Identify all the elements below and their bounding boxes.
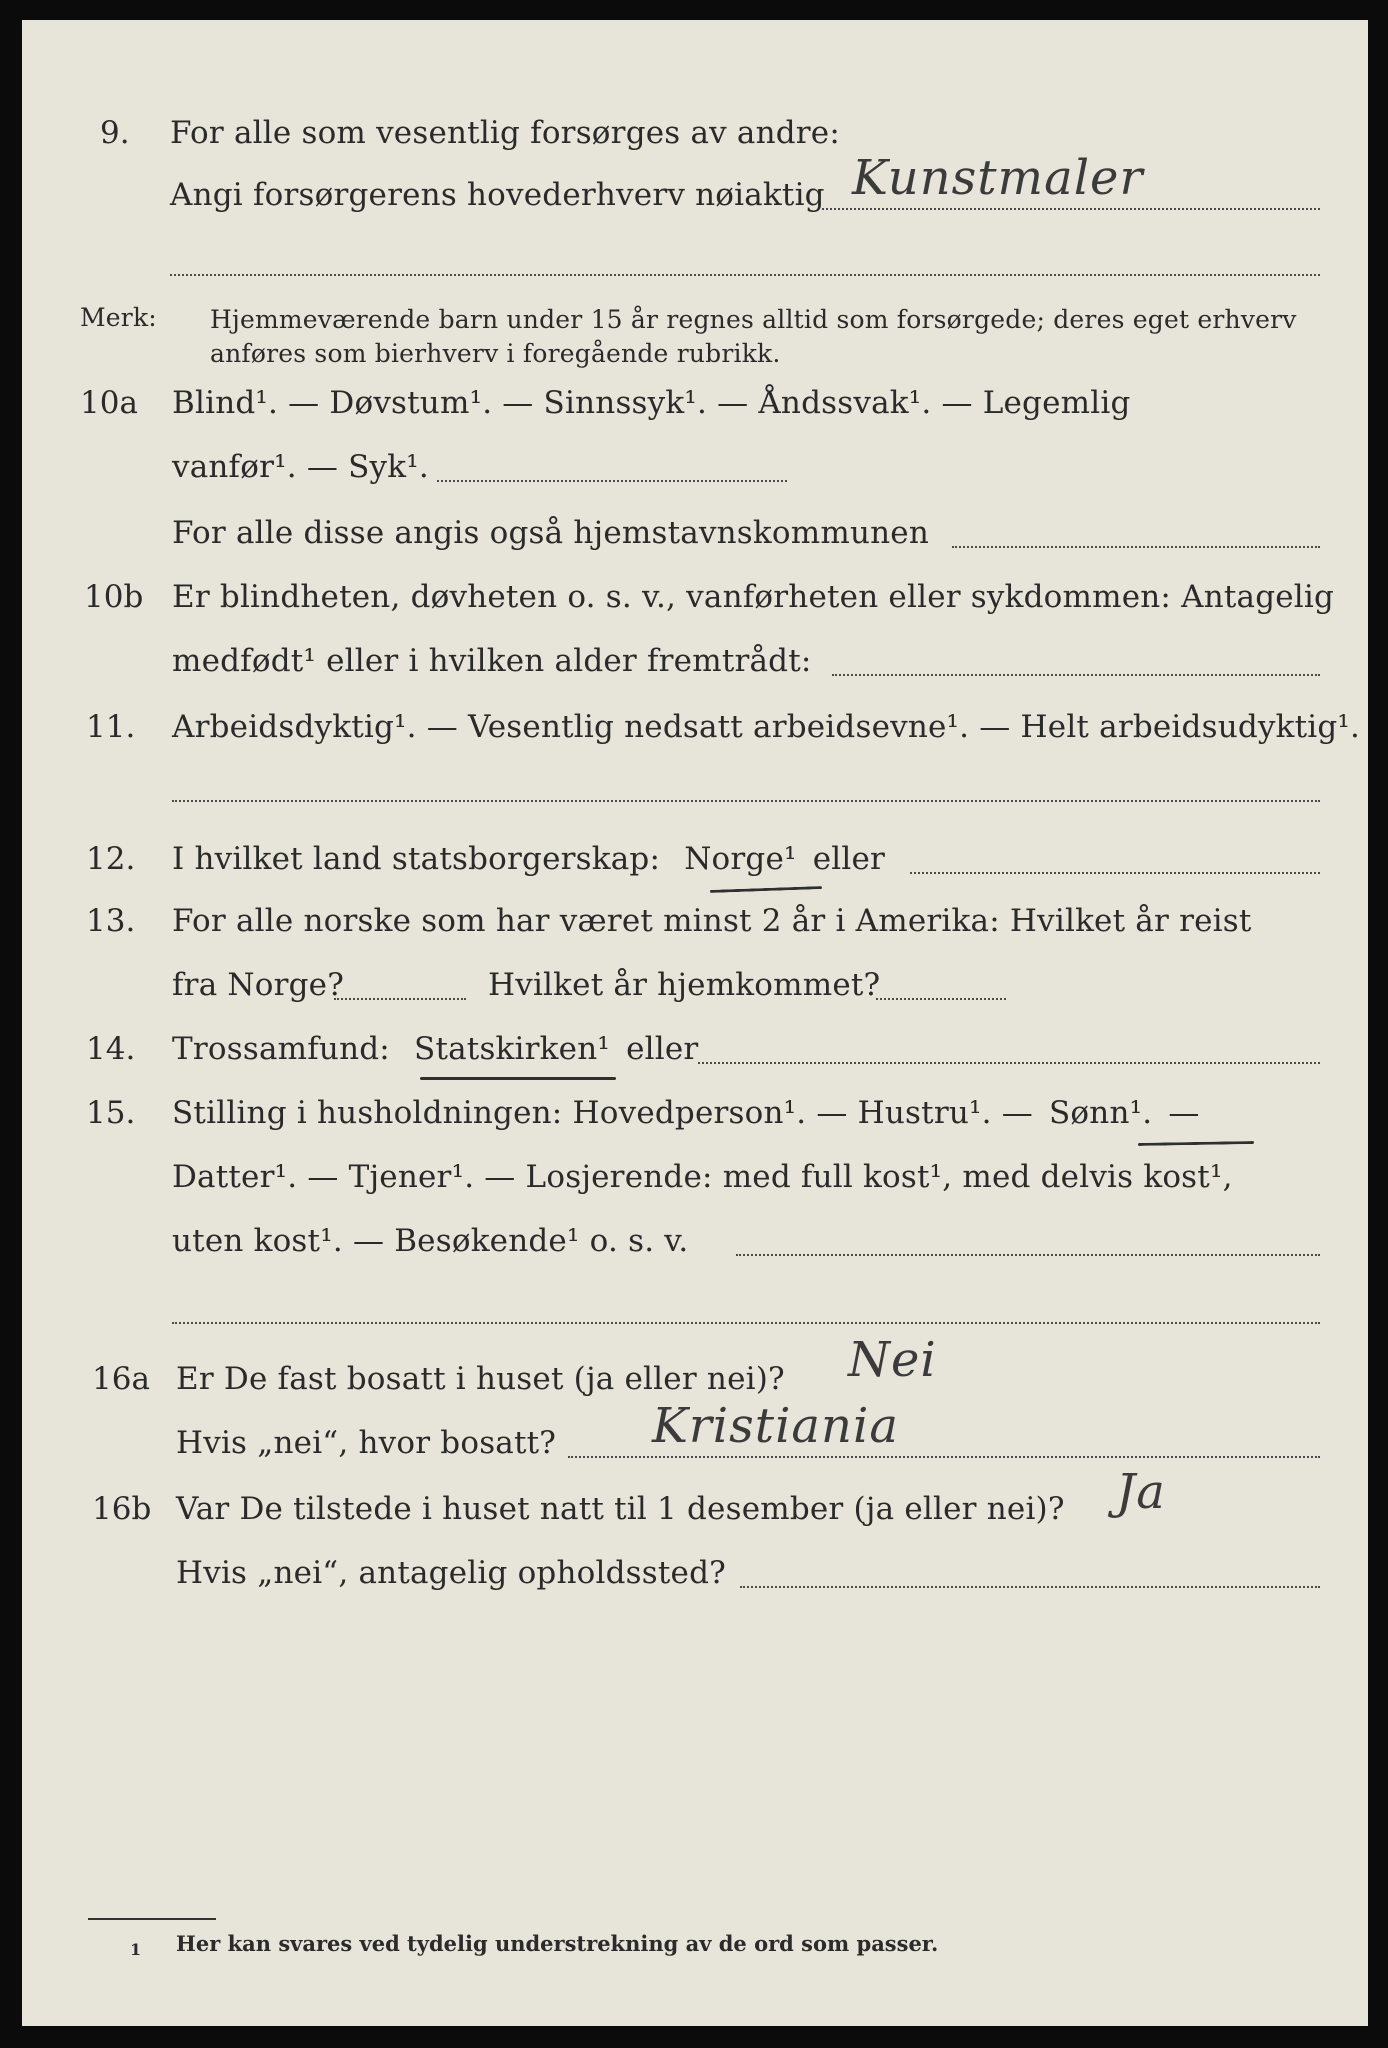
q10a-number: 10a	[80, 385, 138, 421]
merk-line1: Hjemmeværende barn under 15 år regnes alltid som forsørgede; deres eget erhverv	[210, 305, 1297, 334]
q10b-number: 10b	[84, 579, 144, 615]
q16a-line1: Er De fast bosatt i huset (ja eller nei)?	[176, 1361, 785, 1397]
q14-line1	[172, 1030, 698, 1068]
q11-number: 11.	[86, 709, 136, 745]
q12-option-norge: Norge¹	[684, 841, 797, 877]
q10b-line2: medfødt¹ eller i hvilken alder fremtrådt:	[172, 643, 812, 679]
q16b-number: 16b	[92, 1491, 152, 1527]
q9-extra-line	[170, 274, 1320, 276]
merk-label: Merk:	[80, 303, 157, 332]
q9-answer-line	[822, 208, 1320, 210]
q16b-line2: Hvis „nei“, antagelig opholdssted?	[176, 1555, 726, 1591]
q13-line1: For alle norske som har været minst 2 år i Amerika: Hvilket år reist	[172, 903, 1252, 939]
q15-extra-line	[172, 1322, 1320, 1324]
q10a-line1: Blind¹. — Døvstum¹. — Sinnssyk¹. — Åndssvak¹. — Legemlig	[172, 385, 1131, 421]
q12-question: I hvilket land statsborgerskap:	[172, 841, 661, 877]
q10a-line2: vanfør¹. — Syk¹.	[172, 449, 429, 485]
q10b-line1: Er blindheten, døvheten o. s. v., vanførheten eller sykdommen: Antagelig	[172, 579, 1335, 615]
q13-hjemkommet-line	[876, 998, 1006, 1000]
q14-option-statskirken: Statskirken¹	[414, 1031, 610, 1067]
q14-eller: eller	[626, 1031, 699, 1067]
q13-line2a: fra Norge?	[172, 967, 345, 1003]
q12-line1	[172, 840, 885, 878]
q13-number: 13.	[86, 903, 136, 939]
q9-handwritten-answer: Kunstmaler	[852, 150, 1144, 206]
q15-sonn-underline	[1138, 1141, 1254, 1146]
q12-answer-line	[910, 872, 1320, 874]
q16a-bosatt-line	[568, 1456, 1320, 1458]
footnote-text: Her kan svares ved tydelig understrekning av de ord som passer.	[176, 1931, 939, 1956]
q16a-line2: Hvis „nei“, hvor bosatt?	[176, 1425, 557, 1461]
q16a-number: 16a	[92, 1361, 150, 1397]
merk-line2: anføres som bierhverv i foregående rubrikk.	[210, 339, 781, 368]
q16b-line1: Var De tilstede i huset natt til 1 desember (ja eller nei)?	[176, 1491, 1065, 1527]
q10a-hjemstavn-line	[952, 546, 1320, 548]
q15-line2: Datter¹. — Tjener¹. — Losjerende: med full kost¹, med delvis kost¹,	[172, 1159, 1233, 1195]
q13-reist-line	[334, 998, 466, 1000]
q15-dash: —	[1168, 1095, 1200, 1131]
q13-line2b: Hvilket år hjemkommet?	[488, 967, 881, 1003]
q10a-line3: For alle disse angis også hjemstavnskommunen	[172, 515, 929, 551]
q15-number: 15.	[86, 1095, 136, 1131]
q12-number: 12.	[86, 841, 136, 877]
q14-number: 14.	[86, 1031, 136, 1067]
footnote-rule	[88, 1918, 216, 1920]
q14-answer-line	[698, 1062, 1320, 1064]
q16a-handwritten-answer2: Kristiania	[652, 1398, 899, 1454]
q9-line2: Angi forsørgerens hovederhverv nøiaktig	[170, 177, 825, 213]
q12-eller: eller	[812, 841, 886, 877]
q15-line3: uten kost¹. — Besøkende¹ o. s. v.	[172, 1223, 689, 1259]
q12-norge-underline	[710, 886, 822, 893]
q11-extra-line	[172, 800, 1320, 802]
q15-line1-text: Stilling i husholdningen: Hovedperson¹. — Hustru¹. —	[172, 1095, 1033, 1131]
census-form-page	[22, 20, 1368, 2026]
q10a-syk-line	[437, 480, 787, 482]
q16b-handwritten-answer1: Ja	[1116, 1464, 1166, 1520]
q9-number: 9.	[100, 115, 130, 151]
q14-statskirken-underline	[420, 1077, 616, 1080]
q11-line1: Arbeidsdyktig¹. — Vesentlig nedsatt arbeidsevne¹. — Helt arbeidsudyktig¹.	[172, 709, 1361, 745]
q15-option-sonn: Sønn¹.	[1049, 1095, 1153, 1131]
q15-answer-line	[736, 1254, 1320, 1256]
q14-question: Trossamfund:	[172, 1031, 390, 1067]
q15-line1	[172, 1094, 1200, 1132]
q16a-handwritten-answer1: Nei	[848, 1332, 937, 1388]
q10b-answer-line	[832, 674, 1320, 676]
q16b-opholdssted-line	[740, 1586, 1320, 1588]
footnote-mark: 1	[130, 1940, 142, 1959]
q9-line1: For alle som vesentlig forsørges av andre:	[170, 115, 840, 151]
